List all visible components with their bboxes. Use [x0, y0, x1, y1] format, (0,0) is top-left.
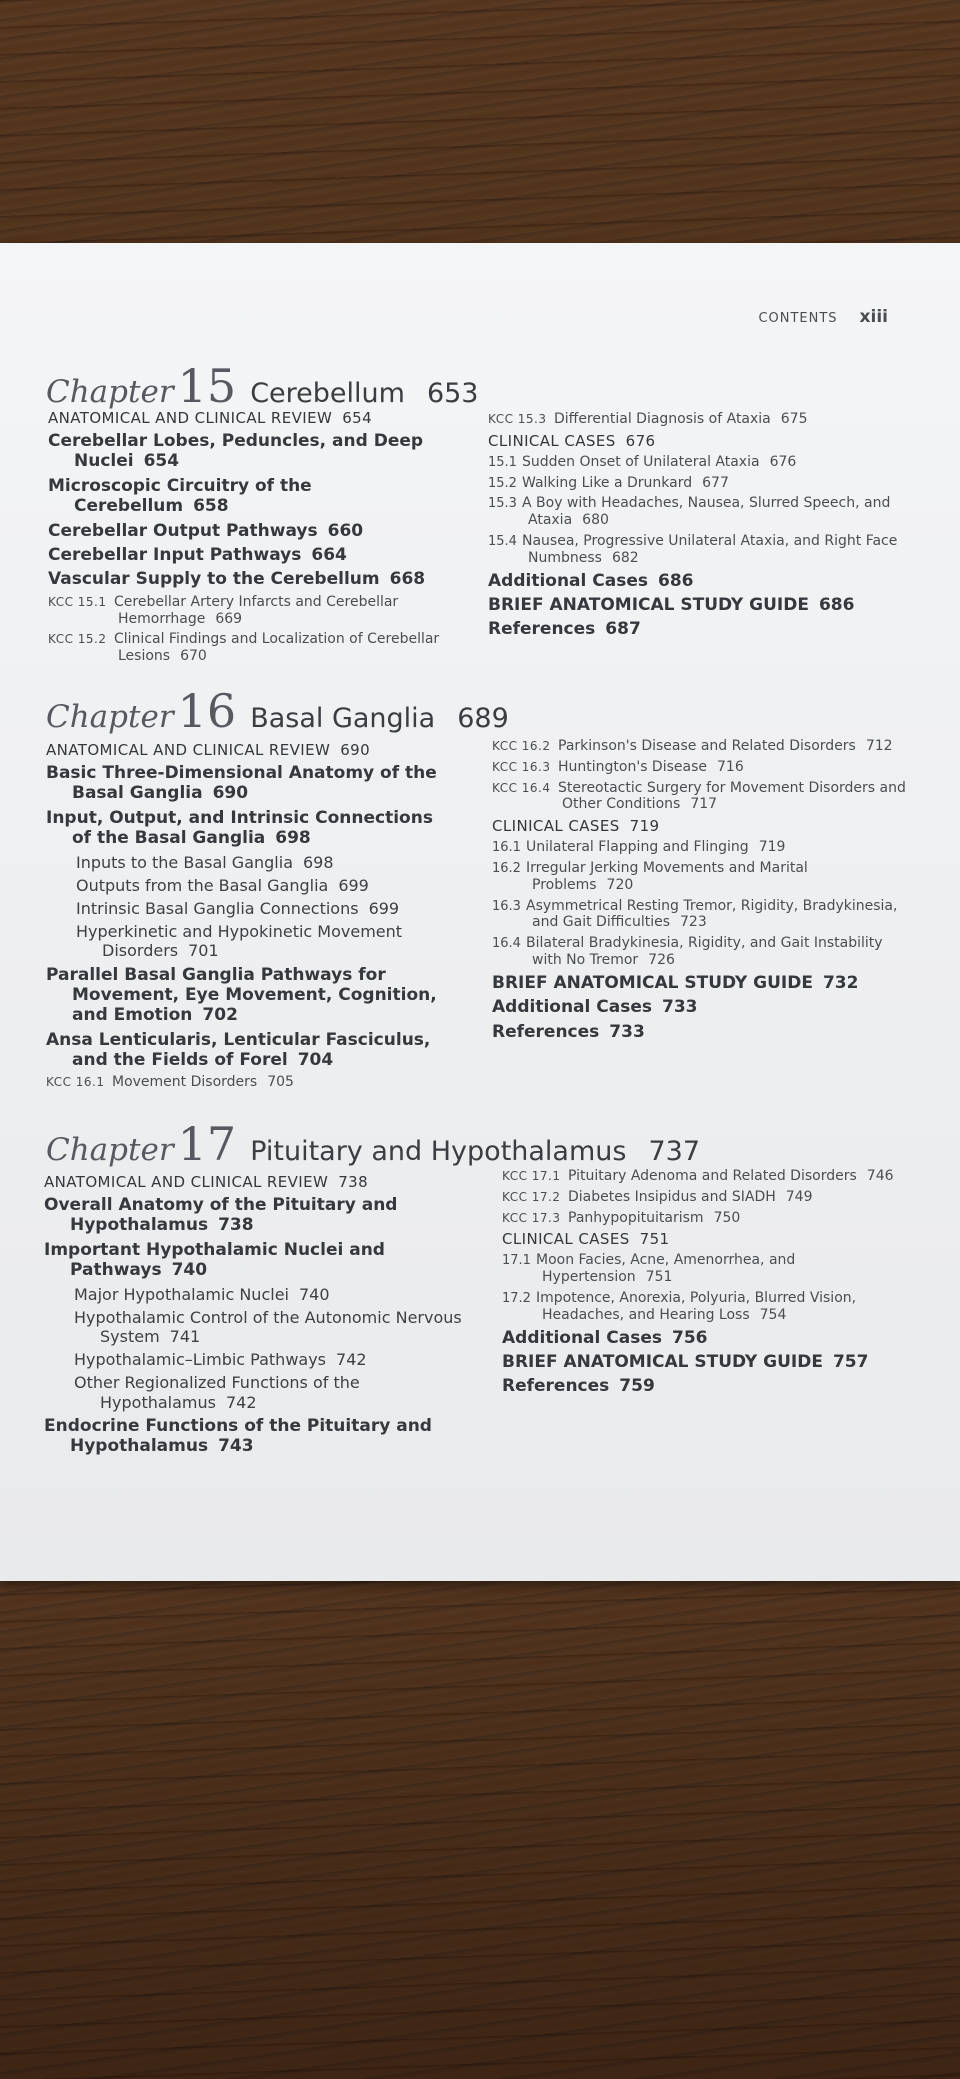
entry-title: Additional Cases [502, 1327, 662, 1348]
entry-title: Vascular Supply to the Cerebellum [48, 569, 380, 590]
entry-page: 726 [648, 951, 675, 968]
entry-page: 757 [832, 1351, 869, 1372]
toc-entry-case [492, 935, 912, 969]
chapter-page: 689 [457, 703, 509, 734]
toc-entry-h2 [60, 1308, 474, 1346]
chapter-word: Chapter [46, 374, 174, 410]
chapter-page: 737 [648, 1136, 701, 1167]
entry-tag: KCC 17.3 [502, 1210, 561, 1225]
entry-title: Overall Anatomy of the Pituitary and Hypothalamus [44, 1195, 398, 1236]
entry-page: 720 [606, 876, 634, 893]
entry-page: 742 [225, 1392, 257, 1412]
toc-entry-big [502, 1352, 922, 1372]
toc-entry-kcc [48, 631, 448, 665]
entry-title: Ansa Lenticularis, Lenticular Fasciculus, and the Fields of Forel [46, 1029, 431, 1071]
toc-entry-big [488, 619, 898, 639]
entry-title: Unilateral Flapping and Flinging [526, 839, 749, 856]
entry-page: 740 [171, 1260, 208, 1281]
toc-entry-kcc [502, 1168, 922, 1185]
entry-title: Other Regionalized Functions of the Hypothalamus [74, 1373, 360, 1412]
entry-page: 751 [639, 1230, 670, 1249]
toc-entry-h2 [60, 1285, 474, 1304]
toc-entry-big [492, 1022, 912, 1042]
entry-title: References [488, 619, 596, 640]
entry-page: 759 [619, 1376, 655, 1397]
entry-page: 690 [212, 783, 249, 804]
toc-entry-kcc [48, 594, 448, 628]
entry-title: Outputs from the Basal Ganglia [76, 875, 329, 895]
entry-page: 698 [275, 828, 311, 849]
toc-entry-kcc [502, 1210, 922, 1227]
chapter-title: Pituitary and Hypothalamus [250, 1136, 627, 1167]
entry-tag: KCC 15.1 [48, 594, 107, 609]
entry-title: Cerebellar Output Pathways [48, 520, 318, 541]
entry-page: 746 [866, 1168, 894, 1184]
entry-page: 676 [625, 431, 656, 450]
entry-title: Cerebellar Lobes, Peduncles, and Deep Nuclei [48, 431, 424, 472]
chapter-word: Chapter [46, 699, 174, 735]
toc-entry-case [502, 1252, 922, 1286]
toc-entry-h1 [44, 1195, 474, 1236]
entry-title: Diabetes Insipidus and SIADH [568, 1188, 776, 1205]
entry-title: Intrinsic Basal Ganglia Connections [76, 898, 359, 918]
entry-title: Stereotactic Surgery for Movement Disorders and Other Conditions [558, 779, 906, 813]
toc-entry-kcc [502, 1189, 922, 1206]
entry-page: 698 [303, 852, 334, 872]
toc-entry-h2 [60, 1373, 474, 1411]
entry-page: 701 [188, 941, 219, 961]
entry-title: Pituitary Adenoma and Related Disorders [568, 1168, 857, 1184]
entry-page: 654 [143, 451, 180, 472]
toc-entry-case [488, 495, 898, 529]
entry-title: Nausea, Progressive Unilateral Ataxia, and Right Face Numbness [522, 532, 898, 566]
entry-page: 682 [611, 549, 639, 566]
toc-entry-big [488, 571, 898, 591]
running-head [758, 307, 888, 327]
toc-entry-h1 [48, 569, 448, 589]
chapter-16-right-column [492, 738, 912, 1046]
entry-title: Panhypopituitarism [568, 1209, 704, 1226]
entry-tag: 15.3 [488, 496, 517, 512]
toc-entry-case [488, 454, 898, 471]
toc-entry-big [502, 1328, 922, 1348]
entry-title: Walking Like a Drunkard [522, 474, 693, 491]
toc-entry-h1 [48, 521, 448, 541]
entry-page: 705 [267, 1074, 294, 1091]
chapter-heading-17 [46, 1117, 926, 1171]
entry-title: Important Hypothalamic Nuclei and Pathways [44, 1239, 385, 1281]
entry-page: 654 [342, 409, 373, 427]
entry-tag: KCC 16.1 [46, 1075, 105, 1090]
toc-entry-sec [488, 432, 898, 450]
toc-entry-case [492, 898, 912, 932]
toc-entry-kcc [492, 738, 912, 755]
entry-page: 750 [713, 1209, 741, 1226]
toc-entry-h1 [46, 763, 456, 804]
entry-page: 675 [780, 411, 808, 427]
toc-entry-big [488, 595, 898, 615]
chapter-17-right-column [502, 1168, 922, 1401]
entry-page: 658 [193, 496, 229, 517]
entry-page: 719 [629, 817, 660, 836]
entry-page: 719 [758, 839, 786, 856]
toc-entry-case [492, 860, 912, 894]
chapter-word: Chapter [46, 1132, 174, 1168]
entry-page: 668 [389, 569, 426, 590]
entry-title: A Boy with Headaches, Nausea, Slurred Speech, and Ataxia [522, 495, 891, 529]
toc-entry-h1 [48, 545, 448, 565]
toc-entry-kcc [492, 780, 912, 814]
entry-tag: 16.2 [492, 860, 521, 876]
entry-page: 756 [672, 1327, 708, 1348]
entry-title: Cerebellar Artery Infarcts and Cerebellar Hemorrhage [114, 593, 399, 627]
toc-entry-big [492, 997, 912, 1017]
entry-tag: 16.1 [492, 840, 521, 856]
entry-page: 749 [785, 1188, 813, 1205]
entry-title: Inputs to the Basal Ganglia [76, 852, 293, 872]
entry-title: Endocrine Functions of the Pituitary and Hypothalamus [44, 1415, 432, 1457]
entry-tag: KCC 17.1 [502, 1169, 561, 1183]
toc-entry-h2 [62, 876, 456, 895]
entry-title: Asymmetrical Resting Tremor, Rigidity, Bradykinesia, and Gait Difficulties [526, 897, 898, 931]
toc-entry-kcc [46, 1074, 456, 1091]
entry-tag: KCC 15.2 [48, 632, 107, 647]
entry-tag: 17.2 [502, 1290, 531, 1306]
chapter-number: 15 [177, 359, 237, 413]
entry-title: Hypothalamic Control of the Autonomic Nervous System [74, 1307, 462, 1346]
entry-page: 738 [338, 1173, 369, 1191]
entry-title: Parkinson's Disease and Related Disorders [558, 738, 856, 754]
toc-entry-case [502, 1290, 922, 1324]
chapter-page: 653 [426, 378, 479, 409]
entry-title: Movement Disorders [112, 1074, 258, 1091]
toc-entry-case [488, 533, 898, 567]
toc-entry-big [492, 973, 912, 993]
entry-page: 660 [327, 520, 364, 541]
entry-title: Major Hypothalamic Nuclei [74, 1284, 289, 1304]
toc-entry-sec [48, 409, 448, 427]
toc-entry-case [488, 475, 898, 492]
entry-title: Bilateral Bradykinesia, Rigidity, and Gait Instability with No Tremor [526, 935, 883, 968]
entry-tag: 16.4 [492, 936, 521, 952]
toc-entry-h1 [46, 1030, 456, 1071]
entry-page: 732 [822, 972, 859, 993]
toc-entry-sec [492, 817, 912, 835]
entry-page: 690 [340, 741, 371, 759]
toc-entry-kcc [492, 759, 912, 776]
entry-title: BRIEF ANATOMICAL STUDY GUIDE [492, 972, 813, 993]
toc-entry-h2 [62, 853, 456, 872]
entry-page: 743 [218, 1436, 254, 1457]
toc-entry-h1 [46, 965, 456, 1026]
entry-page: 699 [338, 875, 369, 895]
entry-page: 669 [215, 610, 243, 627]
entry-page: 687 [605, 619, 641, 640]
entry-title: References [492, 1021, 600, 1042]
chapter-number: 16 [177, 684, 237, 738]
entry-title: Impotence, Anorexia, Polyuria, Blurred Vision, Headaches, and Hearing Loss [536, 1289, 857, 1323]
toc-entry-sec [44, 1173, 474, 1191]
entry-title: CLINICAL CASES [492, 817, 620, 836]
entry-page: 717 [690, 796, 718, 813]
toc-entry-big [502, 1376, 922, 1396]
entry-title: Huntington's Disease [558, 758, 707, 775]
entry-tag: KCC 17.2 [502, 1189, 561, 1204]
entry-tag: 15.4 [488, 533, 517, 549]
chapter-15-right-column [488, 411, 898, 644]
toc-entry-h1 [44, 1240, 474, 1281]
entry-title: Microscopic Circuitry of the Cerebellum [48, 475, 312, 517]
entry-page: 712 [865, 738, 893, 754]
entry-page: 740 [298, 1284, 330, 1304]
page-number: xiii [859, 307, 888, 327]
entry-page: 704 [297, 1050, 334, 1071]
entry-page: 716 [717, 758, 744, 775]
chapter-15-left-column [48, 409, 448, 669]
entry-title: Cerebellar Input Pathways [48, 544, 302, 565]
entry-page: 733 [662, 997, 698, 1018]
chapter-number: 17 [177, 1117, 237, 1171]
toc-entry-case [492, 839, 912, 856]
toc-entry-h1 [48, 431, 448, 472]
entry-page: 702 [202, 1005, 238, 1026]
entry-title: Irregular Jerking Movements and Marital Problems [526, 859, 808, 893]
entry-page: 741 [169, 1326, 201, 1346]
entry-title: Hyperkinetic and Hypokinetic Movement Disorders [76, 922, 403, 961]
entry-tag: KCC 16.3 [492, 759, 551, 774]
entry-title: References [502, 1376, 610, 1397]
toc-entry-h2 [62, 899, 456, 918]
entry-page: 754 [759, 1306, 787, 1323]
entry-title: Clinical Findings and Localization of Cerebellar Lesions [114, 631, 440, 665]
entry-title: Basic Three-Dimensional Anatomy of the Basal Ganglia [46, 763, 437, 804]
book-page [0, 243, 960, 1581]
toc-entry-h2 [62, 922, 456, 960]
entry-page: 686 [818, 594, 855, 615]
chapter-title: Basal Ganglia [250, 703, 436, 734]
entry-title: Additional Cases [492, 997, 652, 1018]
entry-title: Additional Cases [488, 570, 648, 591]
entry-title: CLINICAL CASES [502, 1230, 630, 1249]
chapter-heading-16 [46, 684, 926, 738]
entry-page: 670 [180, 648, 207, 665]
entry-page: 680 [582, 512, 609, 529]
entry-page: 676 [769, 453, 797, 470]
entry-tag: KCC 16.4 [492, 780, 551, 795]
entry-tag: KCC 16.2 [492, 739, 551, 753]
toc-entry-h1 [48, 476, 448, 517]
entry-title: ANATOMICAL AND CLINICAL REVIEW [44, 1173, 329, 1191]
entry-title: BRIEF ANATOMICAL STUDY GUIDE [488, 594, 809, 615]
entry-title: Hypothalamic–Limbic Pathways [74, 1350, 327, 1370]
toc-entry-kcc [488, 411, 898, 428]
entry-title: BRIEF ANATOMICAL STUDY GUIDE [502, 1351, 823, 1372]
toc-entry-h2 [60, 1350, 474, 1369]
running-head-label: CONTENTS [758, 311, 838, 326]
entry-title: ANATOMICAL AND CLINICAL REVIEW [46, 741, 331, 759]
toc-entry-h1 [44, 1416, 474, 1457]
entry-title: Differential Diagnosis of Ataxia [554, 411, 771, 427]
entry-tag: 15.1 [488, 454, 517, 470]
chapter-heading-15 [46, 359, 926, 413]
entry-tag: 17.1 [502, 1253, 531, 1269]
entry-page: 677 [702, 474, 729, 491]
entry-page: 738 [218, 1215, 254, 1236]
entry-tag: 15.2 [488, 475, 517, 491]
entry-title: Sudden Onset of Unilateral Ataxia [522, 453, 760, 470]
toc-entry-h1 [46, 808, 456, 849]
chapter-17-left-column [44, 1173, 474, 1460]
entry-tag: KCC 15.3 [488, 412, 547, 426]
chapter-title: Cerebellum [250, 378, 405, 409]
entry-page: 699 [368, 898, 400, 918]
toc-entry-sec [46, 741, 456, 759]
entry-page: 751 [645, 1269, 673, 1286]
entry-page: 723 [680, 914, 707, 931]
entry-page: 742 [336, 1350, 367, 1370]
toc-entry-sec [502, 1230, 922, 1248]
entry-title: Input, Output, and Intrinsic Connections of the Basal Ganglia [46, 807, 433, 849]
entry-page: 686 [658, 570, 694, 591]
entry-title: ANATOMICAL AND CLINICAL REVIEW [48, 409, 333, 427]
entry-page: 733 [609, 1021, 645, 1042]
chapter-16-left-column [46, 741, 456, 1095]
entry-title: Moon Facies, Acne, Amenorrhea, and Hypertension [536, 1252, 796, 1286]
entry-title: Parallel Basal Ganglia Pathways for Movement, Eye Movement, Cognition, and Emotion [46, 964, 437, 1026]
entry-title: CLINICAL CASES [488, 431, 616, 450]
entry-tag: 16.3 [492, 898, 521, 914]
entry-page: 664 [311, 544, 347, 565]
